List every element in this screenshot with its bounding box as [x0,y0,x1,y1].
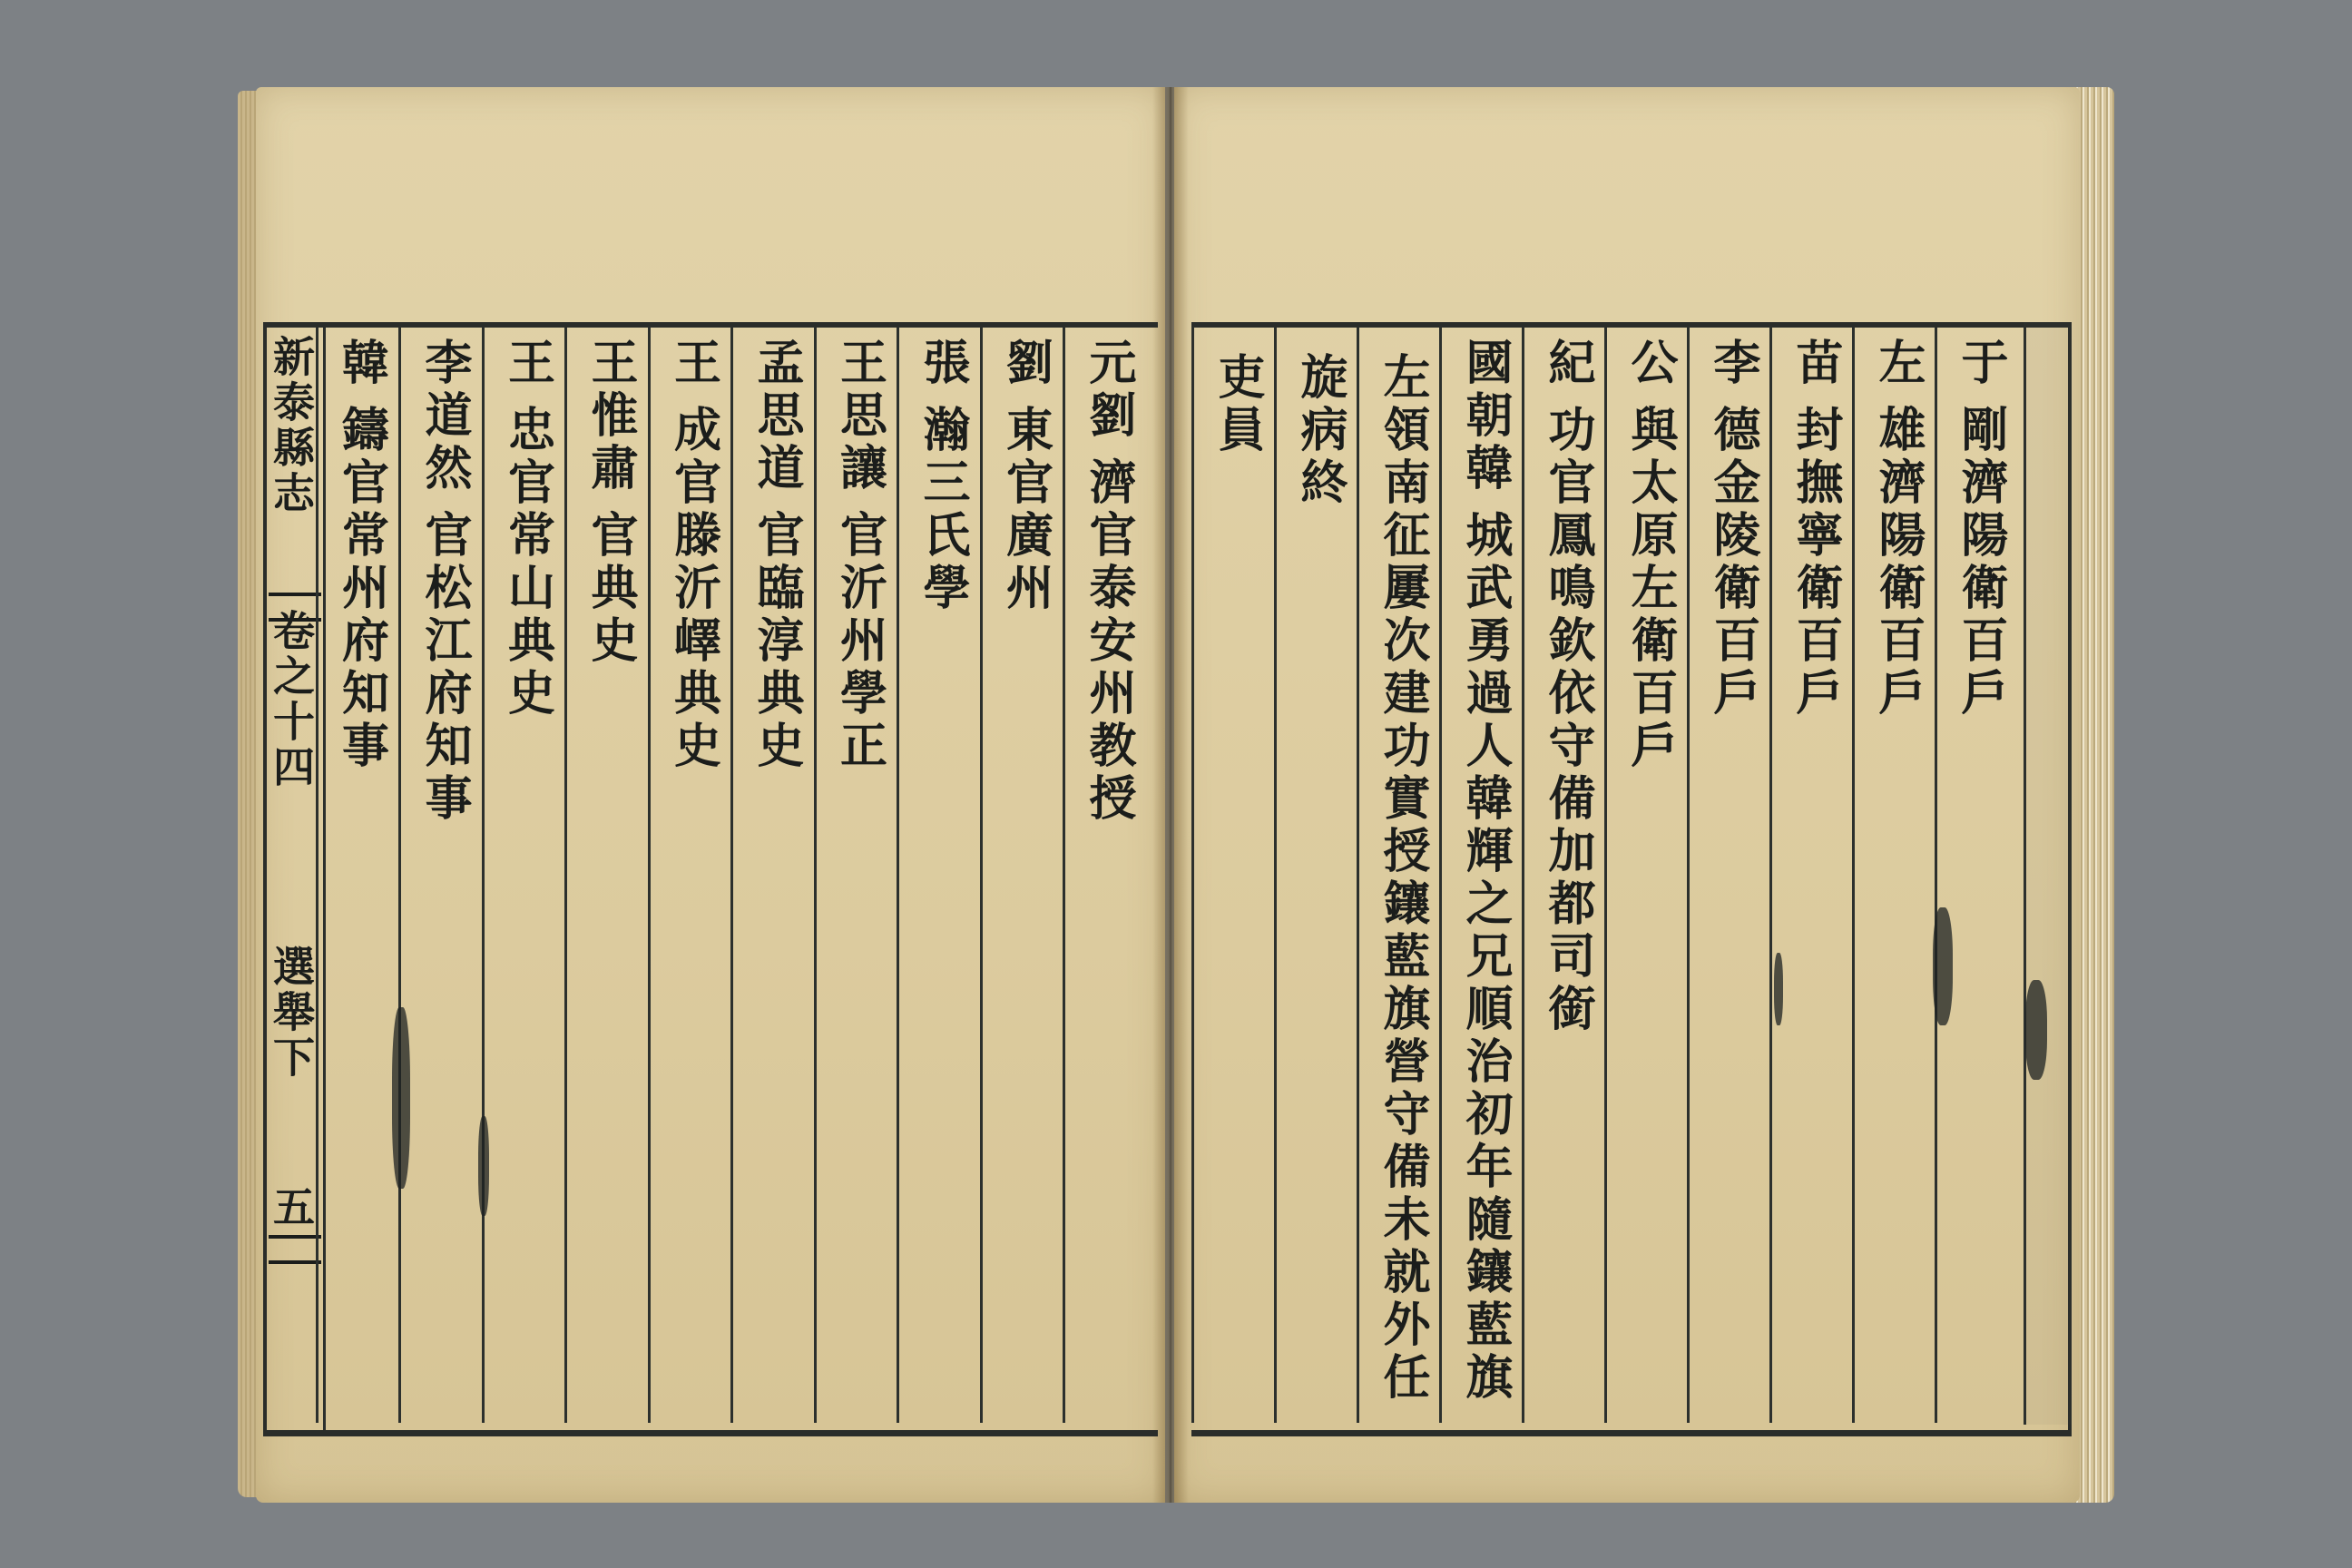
text-column [993,338,1058,1406]
entry-name: 劉 [997,338,1054,390]
entry-name: 王 [499,338,555,390]
text-column [1204,338,1269,1406]
entry-name: 韓 [333,338,389,390]
entry-description: 剛濟陽衛百戶 [1953,405,2008,720]
entry-name: 王思讓 [831,338,887,495]
column-rule [316,327,318,1423]
text-column [1782,338,1847,1406]
entry-name: 紀 [1540,338,1595,390]
entry-name: 于 [1953,338,2008,390]
entry-description: 官沂州學正 [831,510,887,773]
entry-description: 鑄官常州府知事 [333,405,389,773]
column-rule [648,327,651,1423]
entry-description: 成官滕沂嶧典史 [665,405,721,773]
text-column [495,338,560,1406]
gazetteer-title: 新泰縣志 [267,335,316,516]
column-rule [564,327,567,1423]
entry-description: 旋病終 [1292,352,1348,510]
entry-name: 國朝韓 [1457,338,1513,495]
column-rule [1274,327,1277,1423]
entry-description: 城武勇過人韓輝之兄順治初年隨鑲藍旗 [1457,510,1513,1405]
ink-stain [478,1116,489,1216]
entry-name: 元劉 [1081,338,1136,443]
column-rule [1522,327,1524,1423]
entry-name: 李 [1705,338,1760,390]
section-title: 選舉下 [267,945,316,1081]
text-column [1534,338,1600,1406]
ink-stain [1933,907,1953,1025]
entry-name: 公 [1622,338,1678,390]
text-column [1287,338,1352,1406]
volume-number: 卷之十四 [267,609,316,790]
ink-stain [392,1007,410,1189]
entry-description: 瀚三氏學 [915,405,970,615]
entry-description: 封撫寧衛百戶 [1788,405,1843,720]
entry-name: 左 [1870,338,1926,390]
text-column [743,338,808,1406]
text-column [1369,338,1435,1406]
column-rule [1769,327,1772,1423]
entry-description: 官臨淳典史 [749,510,804,773]
column-rule [1935,327,1937,1423]
entry-description: 左領南征屢次建功實授鑲藍旗營守備未就外任 [1375,352,1430,1405]
text-column [411,338,476,1406]
column-rule [730,327,733,1423]
entry-description: 德金陵衛百戶 [1705,405,1760,720]
text-column [909,338,975,1406]
text-column [577,338,642,1406]
column-rule [1439,327,1442,1423]
entry-name: 王惟肅 [583,338,638,495]
column-rule [814,327,817,1423]
entry-description: 官松江府知事 [416,510,472,826]
entry-description: 與太原左衛百戶 [1622,405,1678,773]
entry-description: 吏員 [1210,352,1265,457]
text-column [1865,338,1930,1406]
text-column [328,338,394,1406]
ink-stain [1774,953,1783,1025]
text-column [1452,338,1517,1406]
column-rule [398,327,401,1423]
text-column [1947,338,2013,1406]
text-column [661,338,726,1406]
column-rule [897,327,899,1423]
entry-description: 濟官泰安州教授 [1081,457,1136,826]
entry-name: 李道然 [416,338,472,495]
entry-description: 官典史 [583,510,638,668]
fishtail-mark-bottom [269,1235,321,1264]
entry-description: 功官鳳鳴欽依守備加都司銜 [1540,405,1595,1036]
book-gutter [1152,87,1189,1503]
right-margin-band [2024,322,2072,1425]
column-rule [1852,327,1855,1423]
entry-description: 東官廣州 [997,405,1054,615]
entry-name: 張 [915,338,970,390]
column-rule [1604,327,1607,1423]
entry-name: 苗 [1788,338,1843,390]
column-rule [1357,327,1359,1423]
entry-name: 王 [665,338,721,390]
entry-description: 雄濟陽衛百戶 [1870,405,1926,720]
text-column [1617,338,1682,1406]
column-rule [1191,327,1194,1423]
page-number: 五 [267,1185,316,1230]
text-column [827,338,892,1406]
text-column [1075,338,1141,1406]
column-rule [482,327,485,1423]
ink-stain [2025,980,2047,1080]
entry-description: 忠官常山典史 [499,405,555,720]
entry-name: 孟思道 [749,338,804,495]
column-rule [1063,327,1065,1423]
text-column [1700,338,1765,1406]
column-rule [1687,327,1690,1423]
column-rule [980,327,983,1423]
